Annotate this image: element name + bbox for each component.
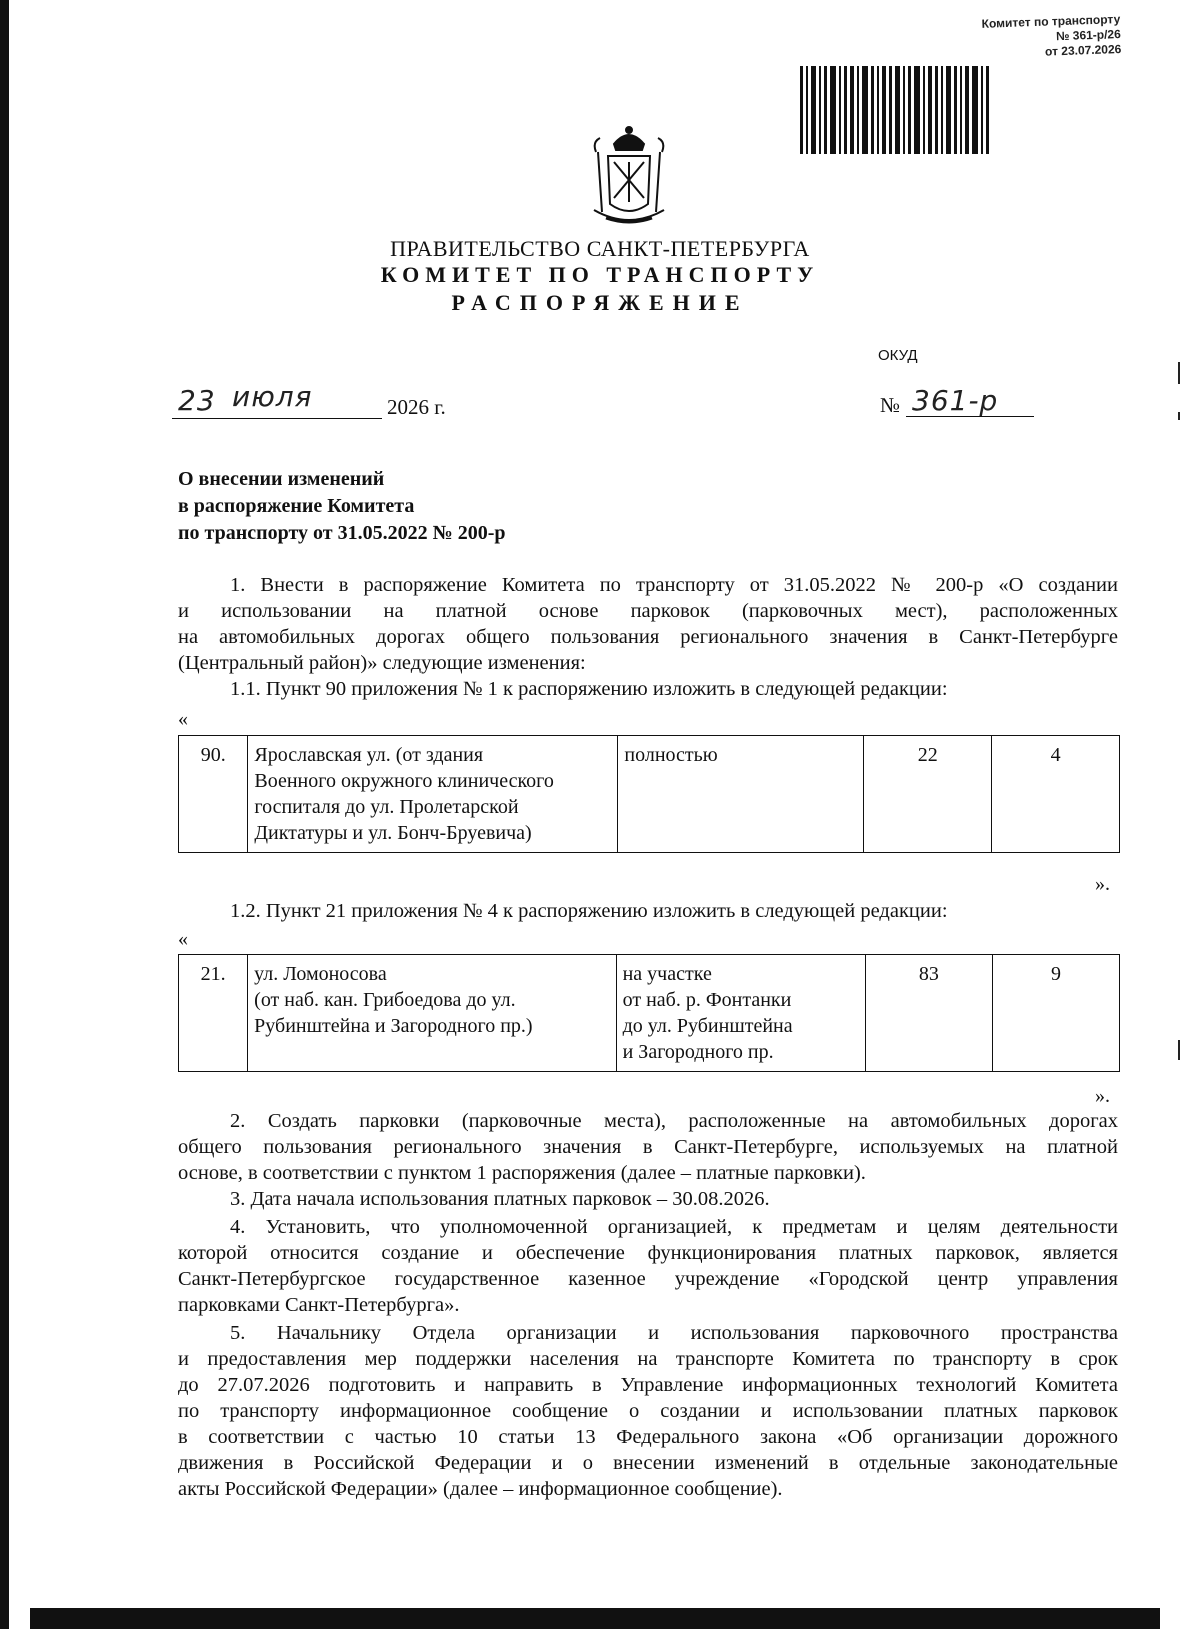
stamp-line-committee: Комитет по транспорту [981, 12, 1121, 31]
committee-title: КОМИТЕТ ПО ТРАНСПОРТУ [380, 262, 820, 287]
scan-mark [1178, 362, 1180, 384]
barcode-bar [954, 66, 957, 154]
cell-section [616, 955, 865, 1072]
text-line: парковками Санкт-Петербурга». [178, 1294, 460, 1316]
text-line: и использовании на платной основе парковок (парковочных мест), расположенных [178, 600, 1118, 622]
cell-section [618, 736, 864, 853]
cell-disabled-spaces: 9 [993, 955, 1120, 1072]
barcode-bar [923, 66, 925, 154]
cell-line: на участке [622, 963, 712, 985]
document-type: РАСПОРЯЖЕНИЕ [451, 290, 749, 315]
scan-mark [1178, 412, 1180, 420]
barcode-bar [819, 66, 821, 154]
registration-stamp [820, 12, 1121, 67]
text-line: которой относится создание и обеспечение функционирования платных парковок, является [178, 1242, 1118, 1264]
text-line: до 27.07.2026 подготовить и направить в Управление информационных технологий Комитета [178, 1374, 1118, 1396]
barcode-bar [800, 66, 803, 154]
paragraph-1 [178, 572, 1118, 676]
cell-line: (от наб. кан. Грибоедова до ул. [254, 989, 516, 1011]
cell-line: ул. Ломоносова [254, 963, 387, 985]
coat-of-arms-icon [584, 122, 674, 232]
barcode-bar [895, 66, 900, 154]
paragraph-4 [178, 1214, 1118, 1318]
barcode-bar [908, 66, 911, 154]
cell-disabled-spaces: 4 [992, 736, 1120, 853]
barcode-bar [830, 66, 836, 154]
barcode-bar [889, 66, 892, 154]
cell-line: Рубинштейна и Загородного пр.) [254, 1015, 533, 1037]
cell-line: Военного окружного клинического [254, 770, 554, 792]
text-line: 5. Начальнику Отдела организации и использования парковочного пространства [230, 1322, 1118, 1344]
text-line: на автомобильных дорогах общего пользования регионального значения в Санкт-Петербурге [178, 626, 1118, 648]
text-line: 2. Создать парковки (парковочные места), расположенные на автомобильных дорогах [230, 1110, 1118, 1132]
barcode-bar [946, 66, 951, 154]
barcode-bar [928, 66, 932, 154]
date-day: 23 [178, 384, 216, 417]
text-line: 4. Установить, что уполномоченной организацией, к предметам и целям деятельности [230, 1216, 1118, 1238]
text-line: и предоставления мер поддержки населения на транспорте Комитета по транспорту в срок [178, 1348, 1118, 1370]
scan-mark [1178, 1040, 1180, 1060]
open-quote: « [178, 708, 188, 730]
cell-spaces: 22 [864, 736, 992, 853]
cell-line: Ярославская ул. (от здания [254, 744, 484, 766]
barcode-bar [871, 66, 874, 154]
barcode-bar [806, 66, 808, 154]
barcode-bar [960, 66, 962, 154]
document-subject [178, 466, 506, 547]
cell-line: госпиталя до ул. Пролетарской [254, 796, 519, 818]
barcode-bar [986, 66, 989, 154]
barcode-bar [972, 66, 978, 154]
barcode [800, 66, 1100, 154]
cell-spaces: 83 [865, 955, 992, 1072]
government-title: ПРАВИТЕЛЬСТВО САНКТ-ПЕТЕРБУРГА [390, 236, 810, 261]
barcode-bar [857, 66, 859, 154]
cell-number: 21. [179, 955, 248, 1072]
barcode-bar [844, 66, 847, 154]
table-row [179, 736, 1120, 853]
text-line: основе, в соответствии с пунктом 1 распоряжения (далее – платные парковки). [178, 1162, 866, 1184]
open-quote: « [178, 928, 188, 950]
barcode-bar [914, 66, 920, 154]
text-line: 1.2. Пункт 21 приложения № 4 к распоряжению изложить в следующей редакции: [230, 900, 948, 922]
cell-street [248, 736, 618, 853]
date-year: 2026 г. [387, 395, 446, 419]
text-line: по транспорту информационное сообщение о создании и использовании платных парковок [178, 1400, 1118, 1422]
barcode-bar [824, 66, 827, 154]
cell-line: от наб. р. Фонтанки [622, 989, 792, 1011]
stamp-line-date: от 23.07.2026 [1044, 41, 1122, 59]
cell-line: до ул. Рубинштейна [622, 1015, 793, 1037]
paragraph-5 [178, 1320, 1118, 1502]
paragraph-3 [178, 1186, 1118, 1212]
text-line: общего пользования регионального значения в Санкт-Петербурге, используемых на платной [178, 1136, 1118, 1158]
subject-line: в распоряжение Комитета [178, 495, 415, 517]
barcode-bar [850, 66, 854, 154]
text-line: 1.1. Пункт 90 приложения № 1 к распоряжению изложить в следующей редакции: [230, 678, 948, 700]
text-line: 1. Внести в распоряжение Комитета по транспорту от 31.05.2022 № 200-р «О создании [230, 574, 1118, 596]
barcode-bar [811, 66, 816, 154]
cell-line: и Загородного пр. [622, 1041, 774, 1063]
barcode-bar [862, 66, 868, 154]
document-number: 361-р [912, 384, 999, 417]
barcode-bar [903, 66, 905, 154]
barcode-bar [882, 66, 886, 154]
table-row [179, 955, 1120, 1072]
cell-street [248, 955, 616, 1072]
barcode-bar [877, 66, 879, 154]
paragraph-2 [178, 1108, 1118, 1186]
barcode-bar [839, 66, 841, 154]
table-item-21 [178, 954, 1120, 1072]
text-line: Санкт-Петербургское государственное казенное учреждение «Городской центр управления [178, 1268, 1118, 1290]
text-line: акты Российской Федерации» (далее – информационное сообщение). [178, 1478, 783, 1500]
subject-line: О внесении изменений [178, 468, 385, 490]
barcode-bar [941, 66, 943, 154]
text-line: движения в Российской Федерации и о внесении изменений в отдельные законодательные [178, 1452, 1118, 1474]
barcode-bar [981, 66, 983, 154]
paragraph-1-2 [178, 898, 1118, 924]
text-line: в соответствии с частью 10 статьи 13 Федерального закона «Об организации дорожного [178, 1426, 1118, 1448]
cell-number: 90. [179, 736, 248, 853]
paragraph-1-1 [178, 676, 1118, 702]
barcode-bar [965, 66, 969, 154]
cell-line: полностью [624, 744, 718, 766]
close-quote: ». [1095, 1085, 1110, 1107]
barcode-bar [935, 66, 938, 154]
date-month: июля [232, 380, 313, 413]
table-item-90 [178, 735, 1120, 853]
close-quote: ». [1095, 873, 1110, 895]
number-sign: № [880, 393, 901, 417]
text-line: (Центральный район)» следующие изменения: [178, 652, 586, 674]
scan-border-bottom [30, 1608, 1160, 1629]
cell-line: Диктатуры и ул. Бонч-Бруевича) [254, 822, 532, 844]
stamp-line-number: № 361-р/26 [1055, 26, 1122, 44]
text-line: 3. Дата начала использования платных парковок – 30.08.2026. [230, 1188, 770, 1210]
subject-line: по транспорту от 31.05.2022 № 200-р [178, 522, 506, 544]
okud-label: ОКУД [878, 347, 918, 364]
